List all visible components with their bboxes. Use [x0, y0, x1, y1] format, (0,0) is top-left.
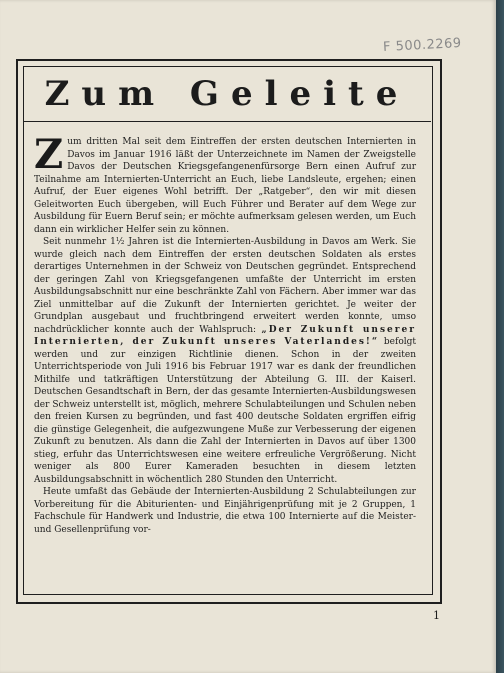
drop-cap: Z [34, 131, 64, 178]
paragraph-2-text-before: Seit nunmehr 1½ Jahren ist die Internierten-Ausbildung in Davos am Werk. Sie wurde gleich nach dem Eintreffen der ersten deutschen Soldaten als erstes derartiges Unternehmen in der Schweiz von Deutschen gegründet. Entsprechend der geringen Zahl von Kriegsgefangenen umfaßte der Unterricht im ersten Ausbildungsabschnitt nur eine beschränkte Zahl von Fächern. Aber immer war das Ziel unmittelbar auf die Zukunft der Internierten gerichtet. Je weiter der Grundplan ausgebaut und fruchtbringend erweitert werden konnte, umso nachdrücklicher konnte auch der Wahlspruch: [34, 237, 416, 335]
paragraph-3-text: Heute umfaßt das Gebäude der Internierten-Ausbildung 2 Schulabteilungen zur Vorbereitung für die Abiturienten- und Einjährigenprüfung mit je 2 Gruppen, 1 Fachschule für Handwerk und Industrie, die etwa 100 Internierte auf die Meister- und Gesellenprüfung vor- [34, 487, 416, 535]
paragraph-3 [34, 486, 416, 536]
page-title: Zum Geleite [44, 74, 410, 114]
body-text [34, 131, 416, 536]
paragraph-2-text-after: befolgt werden und zur einzigen Richtlinie dienen. Schon in der zweiten Unterrichtsperiode von Juli 1916 bis Februar 1917 war es dank der freundlichen Mithilfe und tatkräftigen Unterstützung der Abteilung G. III. der Kaiserl. Deutschen Gesandtschaft in Bern, der das gesamte Internierten-Ausbildungswesen der Schweiz unterstellt ist, möglich, mehrere Schulabteilungen und Schulen neben den freien Kursen zu begründen, und fast 400 deutsche Soldaten ergriffen eifrig die günstige Gelegenheit, die aufgezwungene Muße zur Verbesserung der eigenen Zukunft zu benutzen. Als dann die Zahl der Internierten in Davos auf über 1300 stieg, erfuhr das Unterrichtswesen eine weitere erfreuliche Vergrößerung. Nicht weniger als 800 Eurer Kameraden besuchten in diesem letzten Ausbildungsabschnitt in wöchentlich 280 Stunden den Unterricht. [34, 337, 416, 485]
paragraph-1 [34, 131, 416, 236]
book-cover-edge [496, 0, 504, 673]
paragraph-1-text: um dritten Mal seit dem Eintreffen der ersten deutschen Internierten in Davos im Januar 1916 läßt der Unterzeichnete im Namen der Zweigstelle Davos der Deutschen Kriegsgefangenenfürsorge Bern einen Aufruf zur Teilnahme am Internierten-Unterricht an Euch, liebe Landsleute, ergehen; einen Aufruf, der Euer eigenes Wohl betrifft. Der „Ratgeber“, den wir mit diesen Geleitworten Euch übergeben, will Euch Führer und Berater auf dem Wege zur Ausbildung für Euern Beruf sein; er möchte aufmerksam gelesen werden, um Euch dann ein wirklicher Helfer sein zu können. [34, 137, 416, 235]
motto: „Der Zukunft unserer Internierten, der Zukunft unseres Vaterlandes!“ [34, 324, 416, 347]
library-call-number: F 500.2269 [382, 35, 462, 56]
page-number: 1 [433, 609, 440, 622]
title-divider [23, 121, 431, 122]
paragraph-2 [34, 236, 416, 486]
